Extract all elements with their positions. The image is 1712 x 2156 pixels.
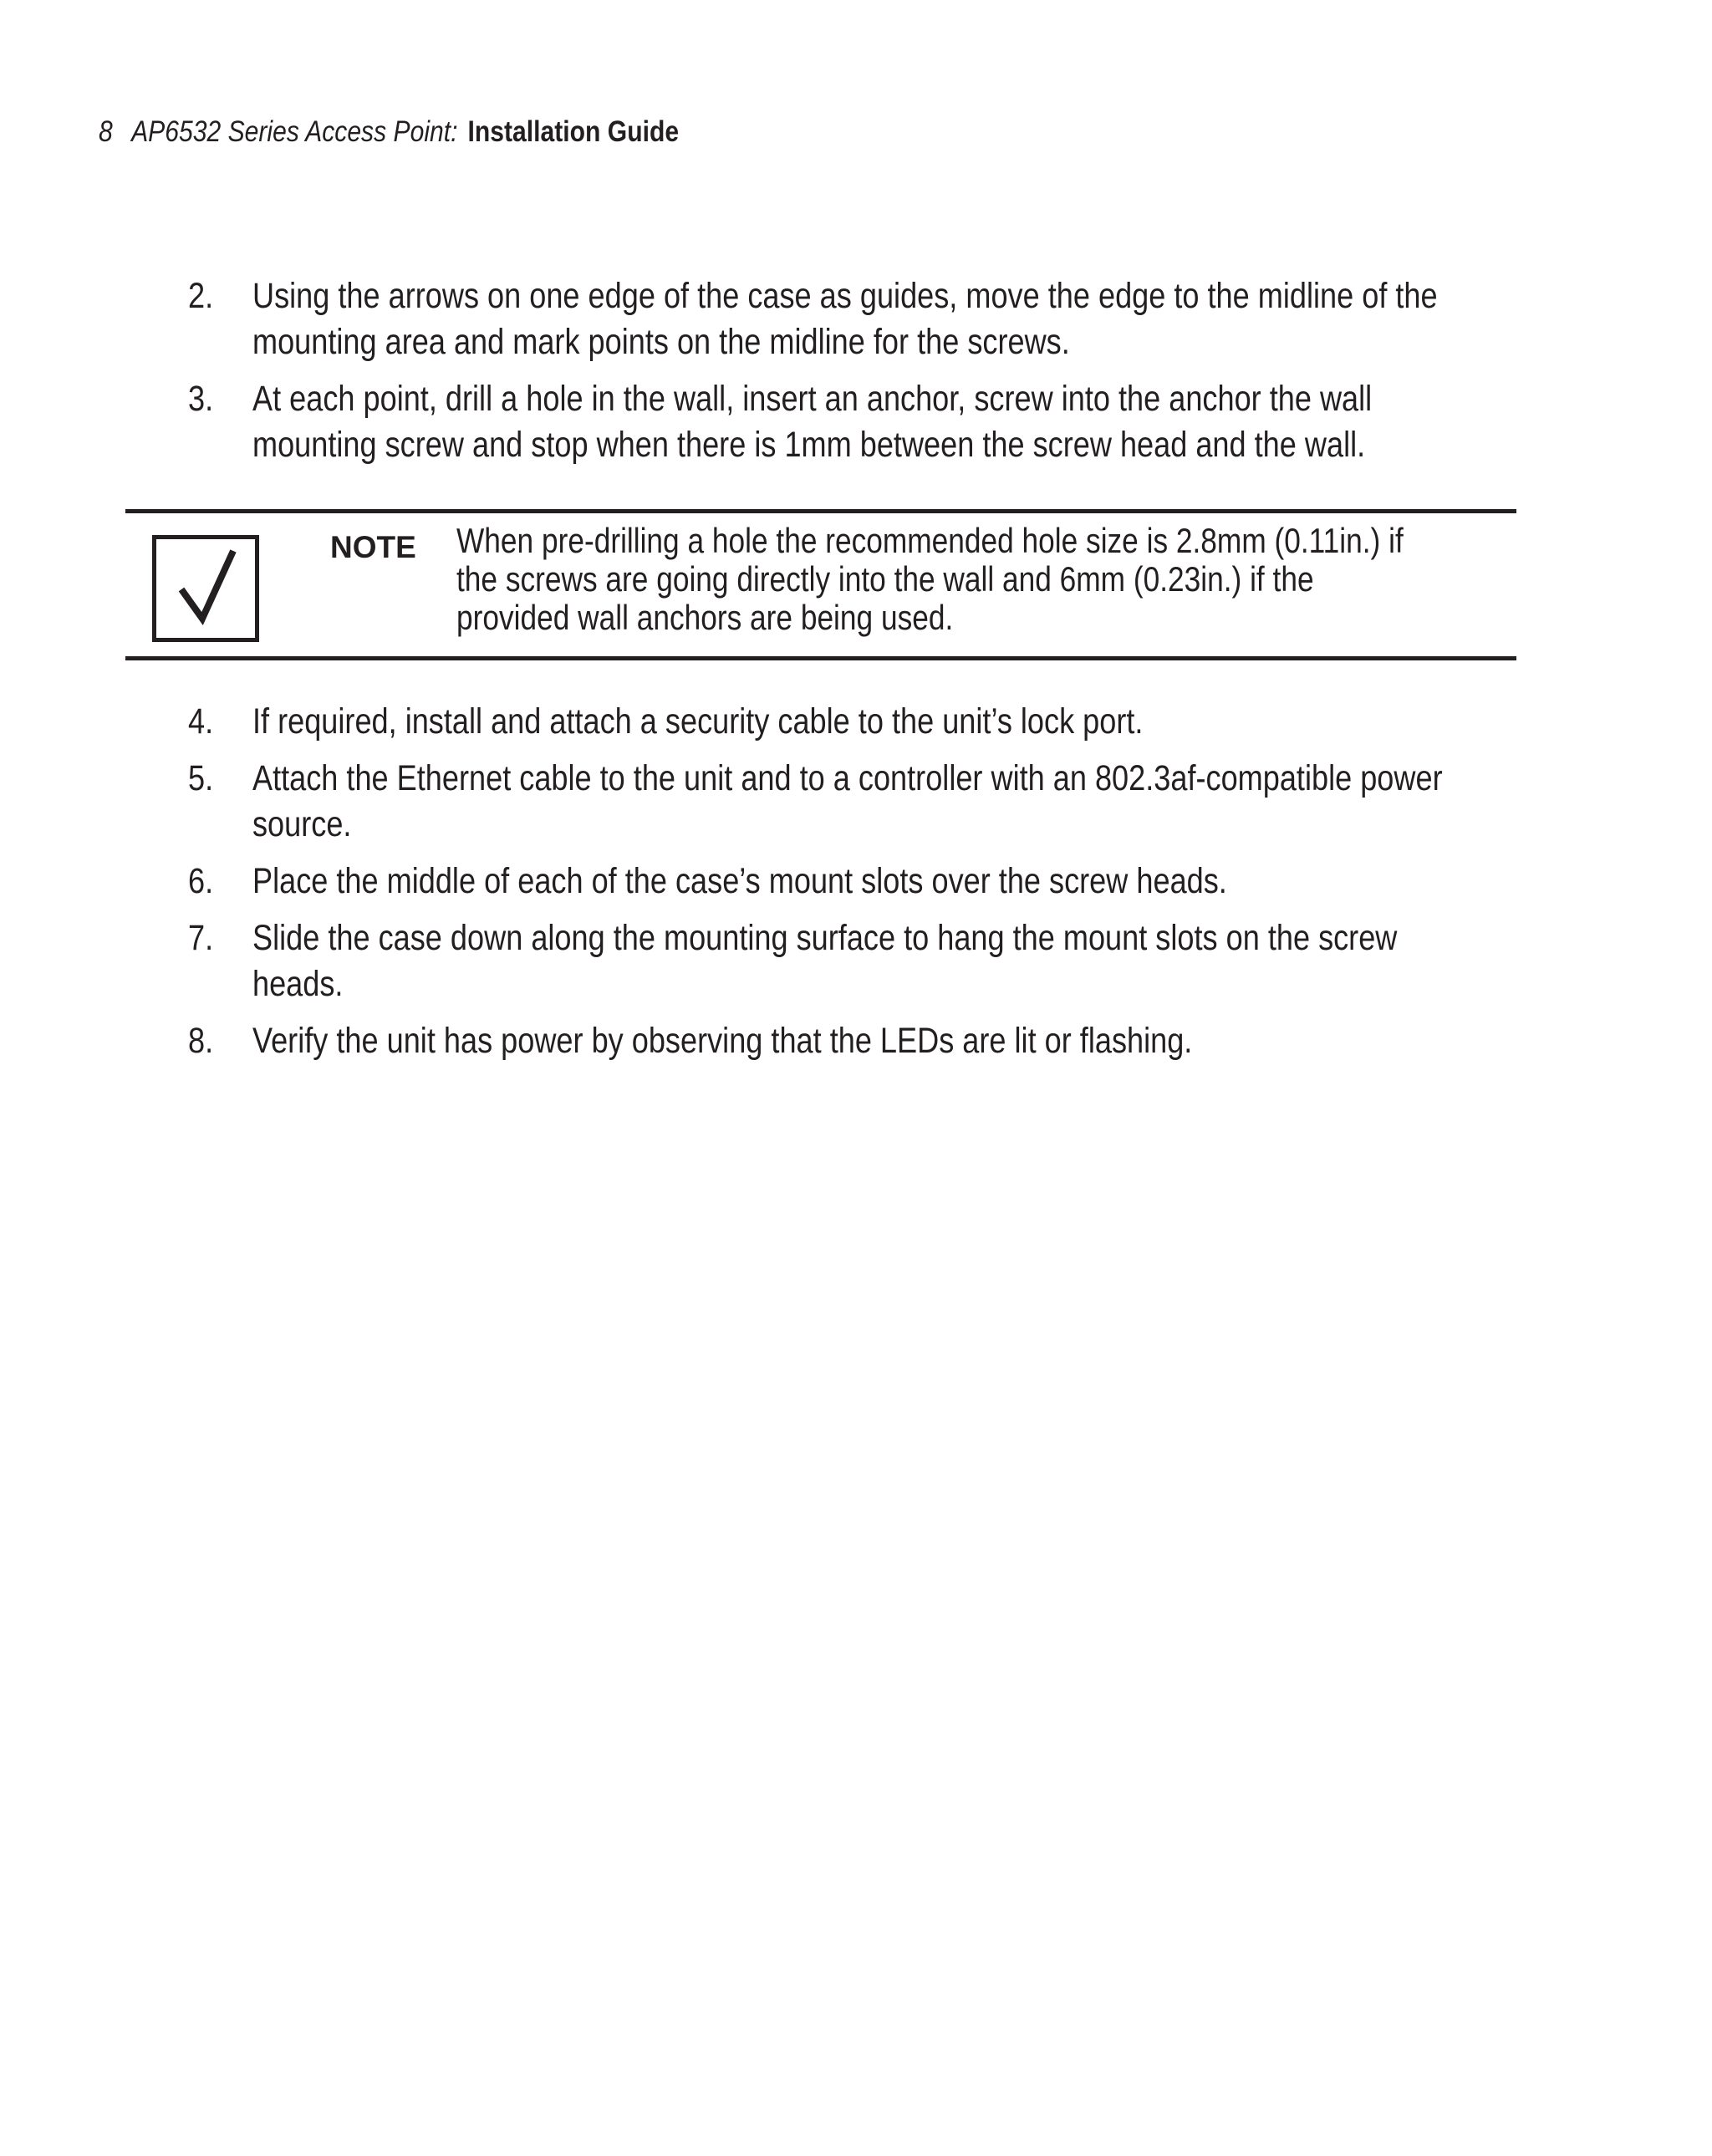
step-text <box>252 376 1516 468</box>
note-text <box>456 522 1510 637</box>
step-text <box>252 699 1516 745</box>
document-title: Installation Guide <box>467 115 680 148</box>
step-number: 2. <box>188 276 214 316</box>
step-number: 6. <box>188 861 214 901</box>
step-text-line: heads. <box>252 964 344 1004</box>
note-label: NOTE <box>330 530 416 564</box>
note-text-line: When pre-drilling a hole the recommended hole size is 2.8mm (0.11in.) if <box>456 521 1404 560</box>
step-text-line: Slide the case down along the mounting surface to hang the mount slots on the screw <box>252 918 1398 958</box>
step-text <box>252 859 1516 905</box>
step-text-line: Attach the Ethernet cable to the unit and to a controller with an 802.3af-compatible power <box>252 758 1443 798</box>
step-text-line: At each point, drill a hole in the wall, insert an anchor, screw into the anchor the wall <box>252 379 1373 419</box>
note-text-line: provided wall anchors are being used. <box>456 598 954 637</box>
step-text <box>252 756 1516 848</box>
step-text-line: Using the arrows on one edge of the case as guides, move the edge to the midline of the <box>252 276 1438 316</box>
note-text-line: the screws are going directly into the wall and 6mm (0.23in.) if the <box>456 559 1314 599</box>
step-text-line: mounting area and mark points on the midline for the screws. <box>252 322 1070 362</box>
checkmark-icon <box>152 535 259 642</box>
document-series: AP6532 Series Access Point: <box>131 115 458 148</box>
step-text-line: Place the middle of each of the case’s mount slots over the screw heads. <box>252 861 1227 901</box>
note-top-rule <box>125 509 1516 513</box>
step-number: 5. <box>188 758 214 798</box>
step-number: 8. <box>188 1021 214 1061</box>
step-number: 3. <box>188 379 214 419</box>
step-number: 4. <box>188 701 214 742</box>
step-text <box>252 1018 1516 1064</box>
step-text <box>252 915 1516 1007</box>
step-number: 7. <box>188 918 214 958</box>
checkmark-icon-graphic <box>156 539 255 638</box>
note-bottom-rule <box>125 656 1516 660</box>
page-header <box>99 115 679 149</box>
step-text-line: source. <box>252 804 352 844</box>
step-text-line: Verify the unit has power by observing that the LEDs are lit or flashing. <box>252 1021 1193 1061</box>
page-number: 8 <box>99 115 113 148</box>
step-text-line: mounting screw and stop when there is 1mm between the screw head and the wall. <box>252 425 1366 465</box>
step-text-line: If required, install and attach a security cable to the unit’s lock port. <box>252 701 1144 742</box>
step-text <box>252 273 1516 365</box>
